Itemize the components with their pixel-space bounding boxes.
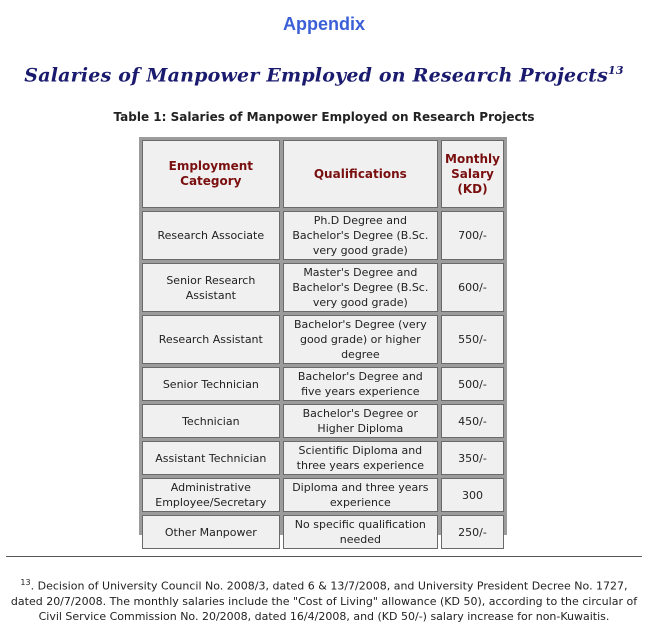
cell-category: Administrative Employee/Secretary: [142, 478, 280, 512]
cell-category: Research Assistant: [142, 315, 280, 364]
cell-salary: 700/-: [441, 211, 504, 260]
cell-qualification: Scientific Diploma and three years experience: [283, 441, 438, 475]
header-employment-category: Employment Category: [142, 140, 280, 208]
cell-qualification: Ph.D Degree and Bachelor's Degree (B.Sc. very good grade): [283, 211, 438, 260]
cell-salary: 600/-: [441, 263, 504, 312]
cell-qualification: Master's Degree and Bachelor's Degree (B.Sc. very good grade): [283, 263, 438, 312]
title-footnote-ref: 13: [607, 64, 624, 77]
cell-salary: 350/-: [441, 441, 504, 475]
table-caption: Table 1: Salaries of Manpower Employed on Research Projects: [113, 110, 535, 124]
cell-salary: 250/-: [441, 515, 504, 549]
cell-category: Assistant Technician: [142, 441, 280, 475]
cell-salary: 450/-: [441, 404, 504, 438]
table-row: [142, 441, 504, 475]
cell-category: Senior Research Assistant: [142, 263, 280, 312]
table-row: [142, 211, 504, 260]
table-row: [142, 263, 504, 312]
cell-qualification: Bachelor's Degree or Higher Diploma: [283, 404, 438, 438]
header-qualifications: Qualifications: [283, 140, 438, 208]
cell-category: Senior Technician: [142, 367, 280, 401]
cell-qualification: Bachelor's Degree and five years experience: [283, 367, 438, 401]
cell-category: Other Manpower: [142, 515, 280, 549]
cell-salary: 550/-: [441, 315, 504, 364]
table-row: [142, 515, 504, 549]
cell-qualification: Bachelor's Degree (very good grade) or higher degree: [283, 315, 438, 364]
cell-qualification: Diploma and three years experience: [283, 478, 438, 512]
header-monthly-salary: Monthly Salary (KD): [441, 140, 504, 208]
cell-category: Research Associate: [142, 211, 280, 260]
salary-table-frame: [139, 137, 507, 546]
cell-category: Technician: [142, 404, 280, 438]
salary-table: [139, 137, 507, 552]
appendix-heading: Appendix: [282, 14, 365, 34]
table-row: [142, 315, 504, 364]
table-row: [142, 478, 504, 512]
footnote-number: 13: [20, 578, 31, 587]
cell-salary: 500/-: [441, 367, 504, 401]
table-row: [142, 367, 504, 401]
footnote-text: . Decision of University Council No. 2008/3, dated 6 & 13/7/2008, and University President Decree No. 1727, dated 20/7/2008. The monthly salaries include the "Cost of Living" allowance (KD 50), according to the circular of Civil Service Commission No. 20/2008, dated 16/4/2008, and (KD 50/-) salary increase for non-Kuwaitis.: [10, 579, 638, 623]
cell-salary: 300: [441, 478, 504, 512]
table-header-row: [142, 140, 504, 208]
document-title: [0, 64, 648, 86]
table-row: [142, 404, 504, 438]
cell-qualification: No specific qualification needed: [283, 515, 438, 549]
footnote: [8, 575, 640, 624]
document-title-text: Salaries of Manpower Employed on Research Projects: [24, 64, 608, 87]
footnote-divider: [6, 556, 642, 557]
